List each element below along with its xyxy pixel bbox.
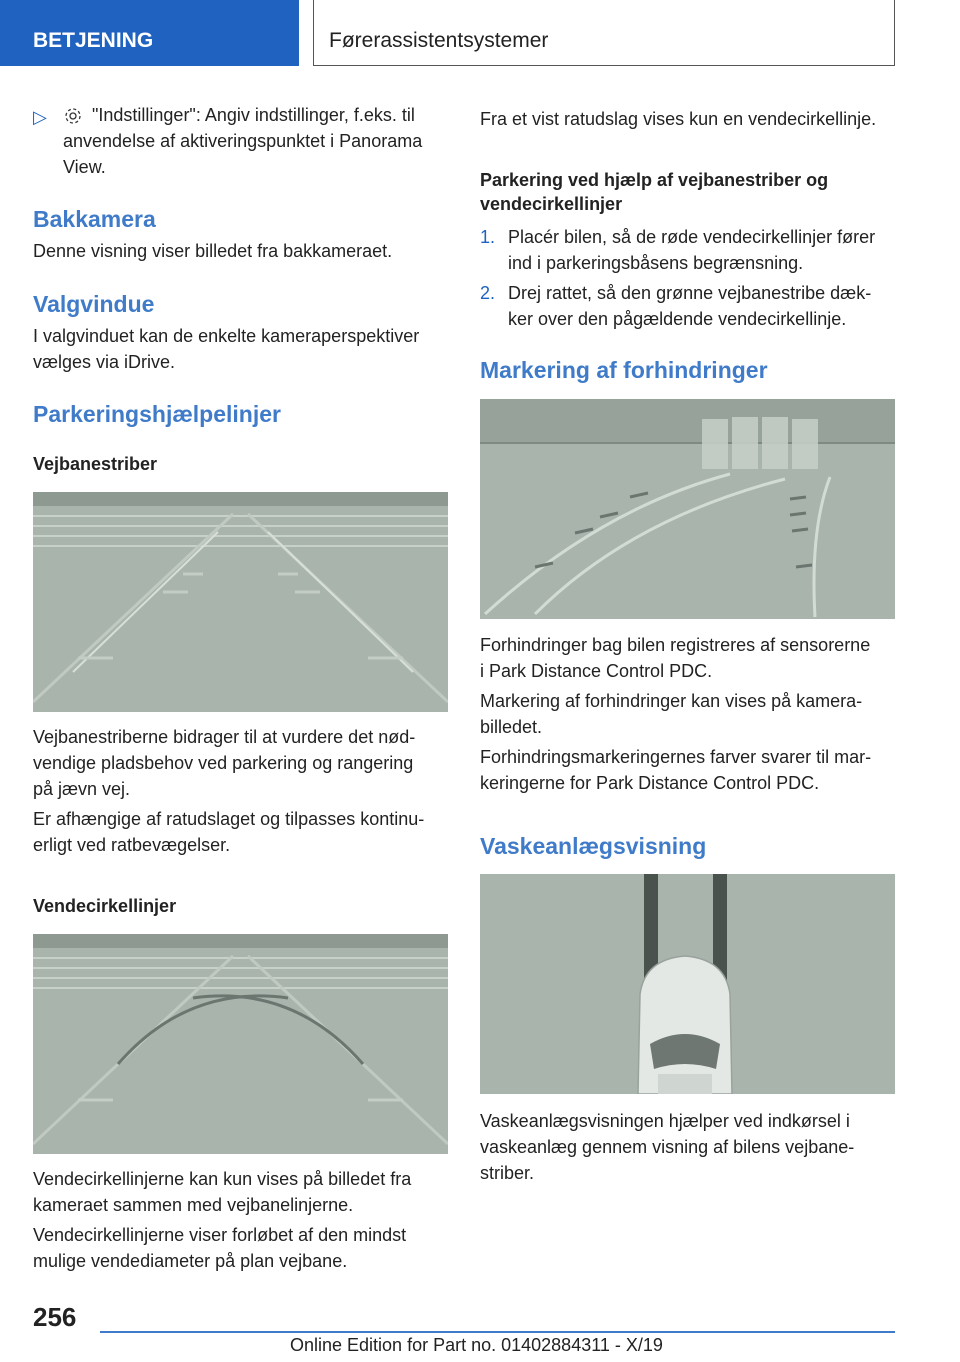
vende-p2-line1: Vendecirkellinjerne viser forløbet af den mindst xyxy=(33,1225,407,1245)
vej-p1-line1: Vejbanestriberne bidrager til at vurdere det nød- xyxy=(33,727,416,747)
settings-line3: View. xyxy=(63,157,106,177)
vejbanestriber-heading: Vejbanestriber xyxy=(33,454,158,474)
vask-line2: vaskeanlæg gennem visning af bilens vejbane- xyxy=(480,1137,855,1157)
step-number: 1. xyxy=(480,227,496,247)
step-line: Placér bilen, så de røde vendecirkellinjer fører xyxy=(508,227,876,247)
vendecirkellinjer-heading: Vendecirkellinjer xyxy=(33,896,177,916)
markering-p3-line1: Forhindringsmarkeringernes farver svarer til mar- xyxy=(480,747,872,767)
vask-line1: Vaskeanlægsvisningen hjælper ved indkørsel i xyxy=(480,1111,850,1131)
bullet-arrow-icon: ▷ xyxy=(33,107,47,127)
markering-p2-line1: Markering af forhindringer kan vises på kamera- xyxy=(480,691,863,711)
parkering-subheading-line1: Parkering ved hjælp af vejbanestriber og xyxy=(480,170,829,190)
settings-line2: anvendelse af aktiveringspunktet i Panorama xyxy=(63,131,423,151)
vask-line3: striber. xyxy=(480,1163,535,1183)
vaskeanlaeg-image xyxy=(480,874,895,1094)
vejbanestriber-image xyxy=(33,492,448,712)
vende-p2-line2: mulige vendediameter på plan vejbane. xyxy=(33,1251,348,1271)
vej-p1-line2: vendige pladsbehov ved parkering og rangering xyxy=(33,753,414,773)
section-tab: BETJENING xyxy=(0,0,299,66)
footer-edition: Online Edition for Part no. 01402884311 - X/19 xyxy=(290,1335,663,1355)
vende-p1-line1: Vendecirkellinjerne kan kun vises på billedet fra xyxy=(33,1169,412,1189)
bakkamera-heading: Bakkamera xyxy=(33,206,156,232)
footer-divider xyxy=(100,1331,895,1333)
step-line: ind i parkeringsbåsens begrænsning. xyxy=(508,253,804,273)
step-line: Drej rattet, så den grønne vejbanestribe dæk- xyxy=(508,283,872,303)
markering-p1-line2: i Park Distance Control PDC. xyxy=(480,661,713,681)
settings-line1: "Indstillinger": Angiv indstillinger, f.eks. til xyxy=(92,105,415,125)
markering-heading: Markering af forhindringer xyxy=(480,357,768,383)
bakkamera-text: Denne visning viser billedet fra bakkameraet. xyxy=(33,241,393,261)
valgvindue-heading: Valgvindue xyxy=(33,291,155,317)
page-number: 256 xyxy=(33,1302,77,1332)
forhindringer-image xyxy=(480,399,895,619)
vende-p1-line2: kameraet sammen med vejbanelinjerne. xyxy=(33,1195,354,1215)
intro-text: Fra et vist ratudslag vises kun en vendecirkellinje. xyxy=(480,109,877,129)
vej-p1-line3: på jævn vej. xyxy=(33,779,131,799)
markering-p1-line1: Forhindringer bag bilen registreres af sensorerne xyxy=(480,635,871,655)
valgvindue-line2: vælges via iDrive. xyxy=(33,352,176,372)
markering-p3-line2: keringerne for Park Distance Control PDC. xyxy=(480,773,820,793)
vej-p2-line1: Er afhængige af ratudslaget og tilpasses kontinu- xyxy=(33,809,425,829)
vask-heading: Vaskeanlægsvisning xyxy=(480,833,707,859)
chapter-title: Førerassistentsystemer xyxy=(313,0,895,66)
settings-gear-icon xyxy=(63,104,83,130)
parkering-subheading-line2: vendecirkellinjer xyxy=(480,194,623,214)
valgvindue-line1: I valgvinduet kan de enkelte kameraperspektiver xyxy=(33,326,420,346)
vej-p2-line2: erligt ved ratbevægelser. xyxy=(33,835,231,855)
parkering-heading: Parkeringshjælpelinjer xyxy=(33,401,281,427)
step-line: ker over den pågældende vendecirkellinje. xyxy=(508,309,847,329)
markering-p2-line2: billedet. xyxy=(480,717,543,737)
vendecirkellinjer-image xyxy=(33,934,448,1154)
step-number: 2. xyxy=(480,283,496,303)
